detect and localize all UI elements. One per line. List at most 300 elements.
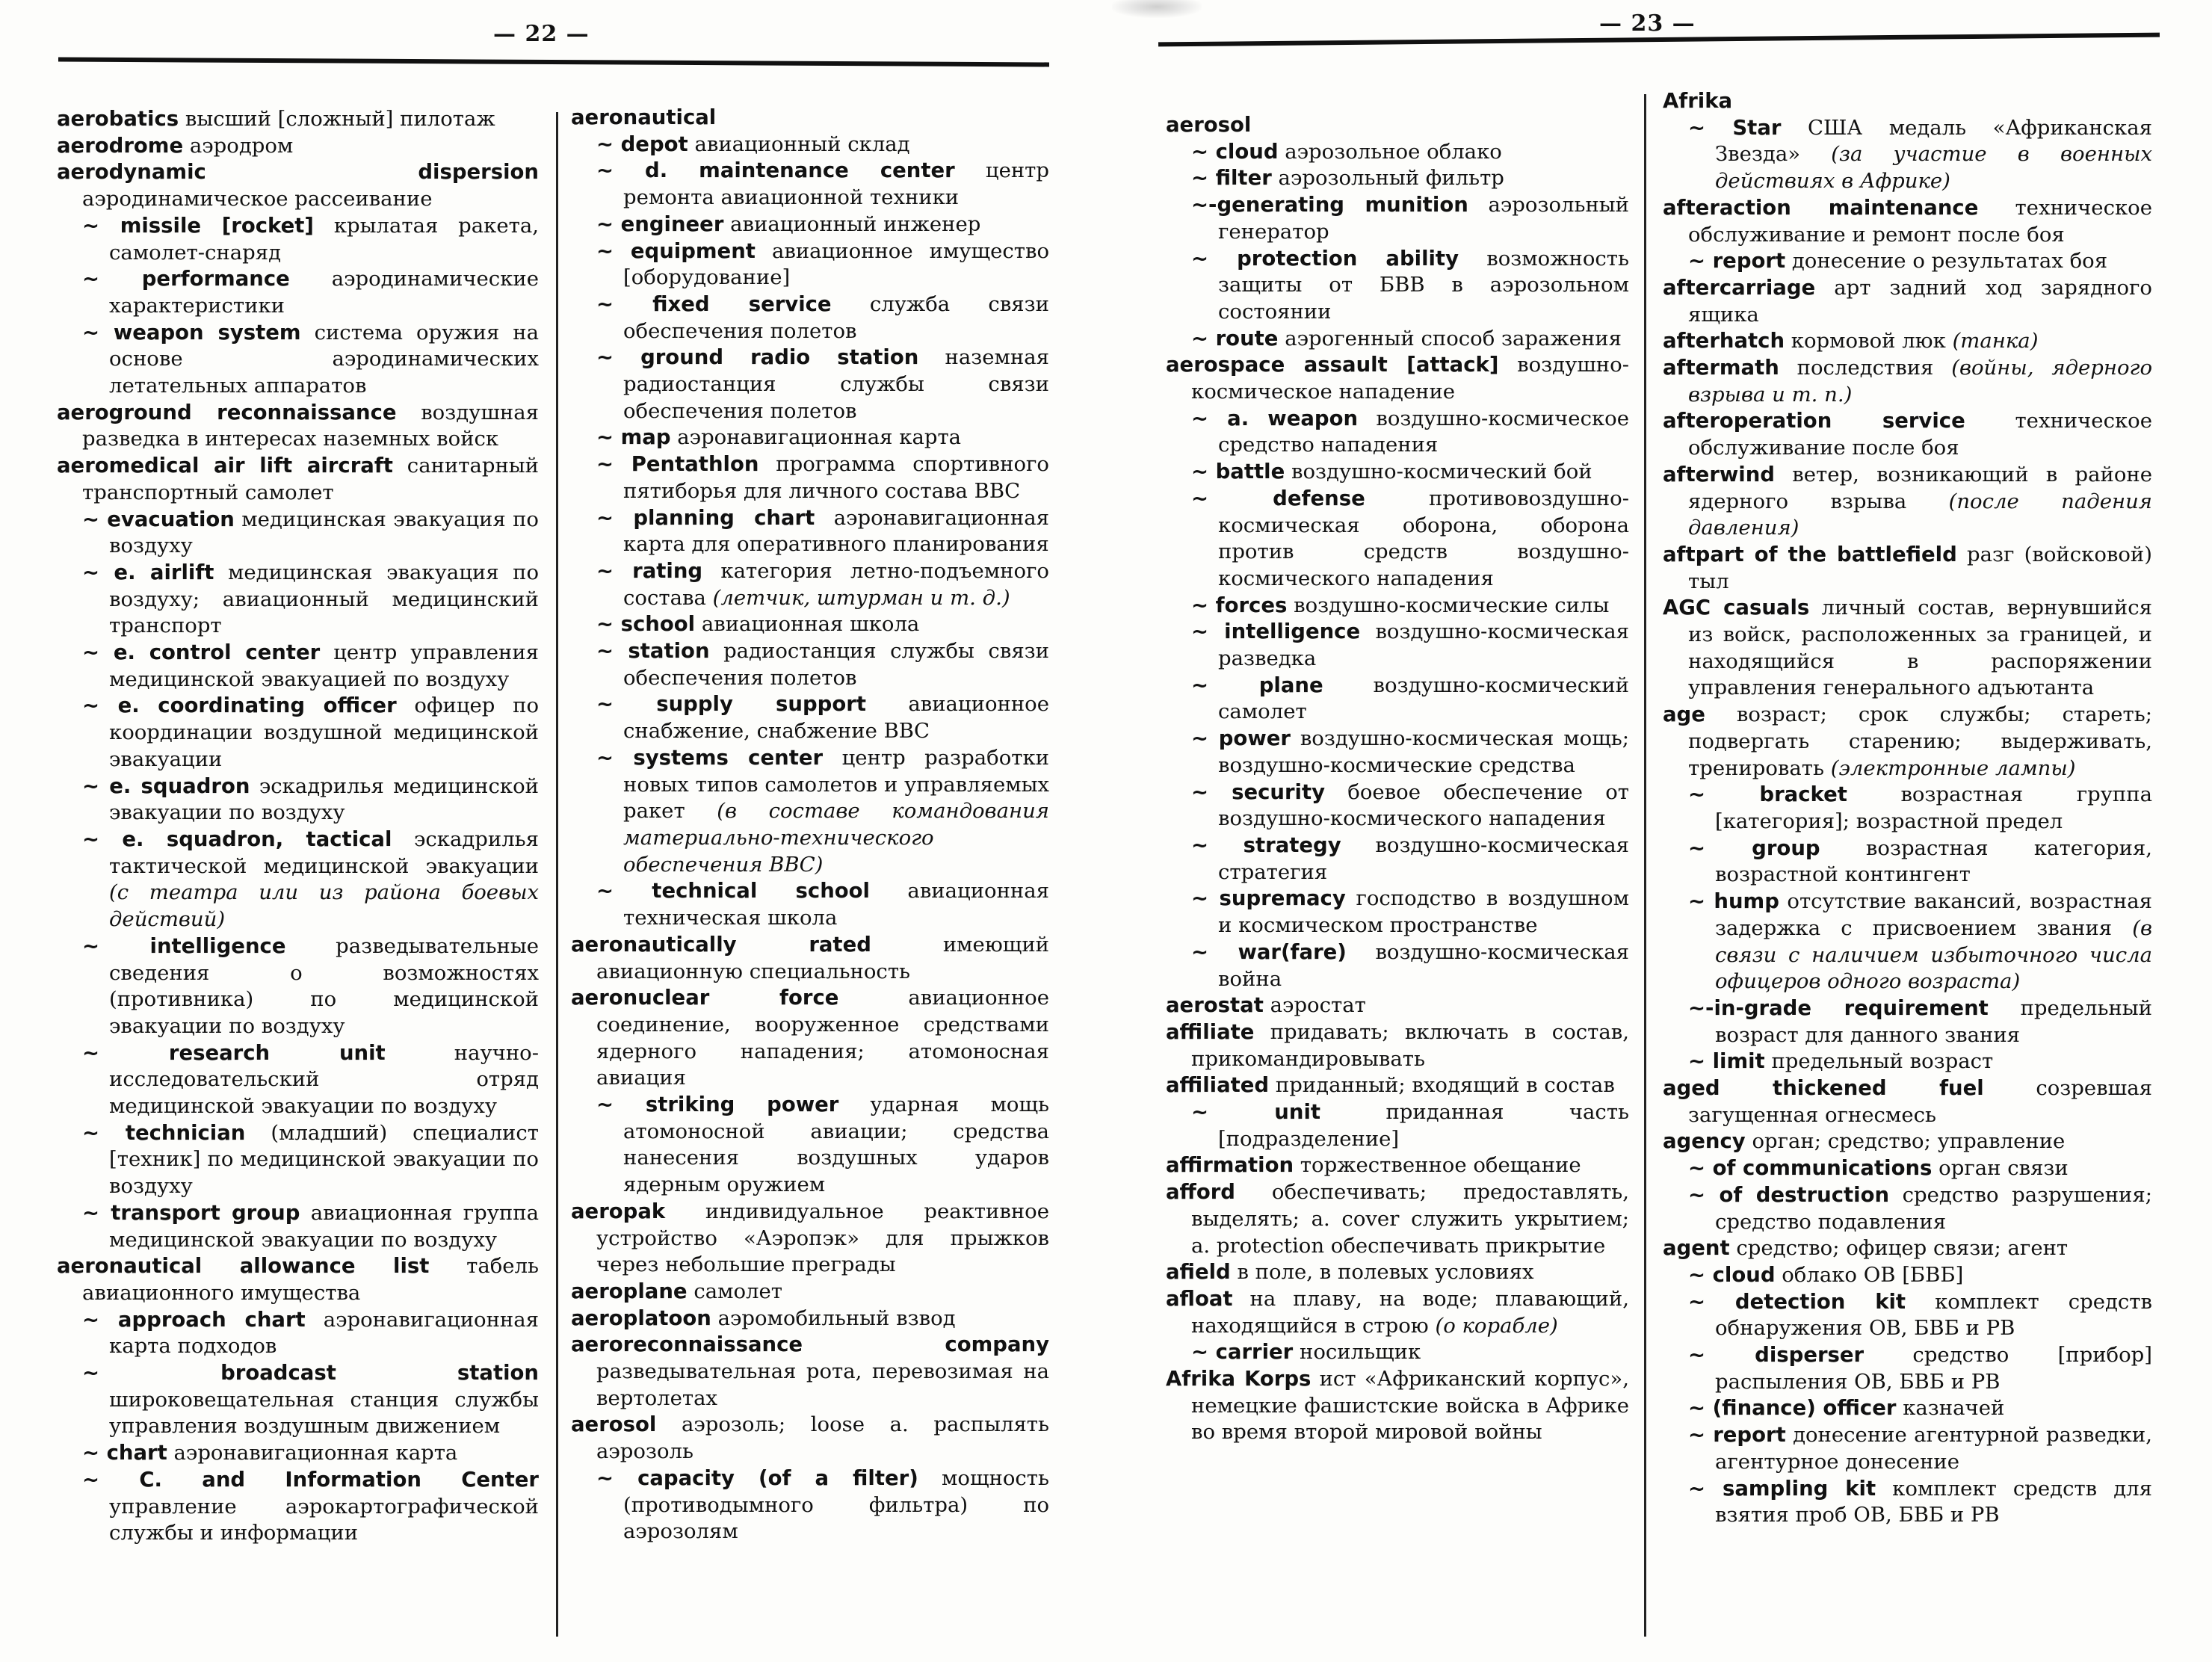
entry-translation: возрастная категория, возрастной контингент [1715,835,2152,887]
dictionary-entry [1663,542,2152,595]
entry-headword: ~ supremacy [1191,886,1346,911]
sub-entry [571,238,1049,291]
entry-translation: придавать; включать в состав, прикомандировывать [1191,1019,1629,1071]
dictionary-entry [1166,1152,1629,1179]
entry-headword: ~ (finance) officer [1688,1396,1897,1421]
entry-translation: техническое обслуживание и ремонт после боя [1688,195,2152,247]
sub-entry [1166,486,1629,593]
entry-headword: aftercarriage [1663,275,1816,300]
entry-translation: воздушно-космическая стратегия [1218,832,1629,884]
entry-headword: ~ war(fare) [1191,939,1347,964]
entry-headword: ~ sampling kit [1688,1476,1876,1501]
entry-translation: (младший) специалист [техник] по медицинской эвакуации по воздуху [109,1120,539,1199]
entry-headword: ~ e. coordinating officer [82,693,397,718]
header-rule [58,58,1049,67]
sub-entry [57,1467,539,1547]
entry-headword: ~ group [1688,835,1820,860]
entry-headword: ~ approach chart [82,1307,306,1332]
sub-entry [1166,165,1629,192]
dictionary-entry [57,106,539,133]
entry-headword: ~ battle [1191,460,1285,484]
entry-comment: (с театра или из района боевых действий) [109,880,539,932]
dictionary-entry [1663,1075,2152,1128]
entry-translation: имеющий авиационную специальность [596,932,1049,983]
sub-entry [1663,1048,2152,1075]
dictionary-entry [57,159,539,212]
entry-headword: ~ a. weapon [1191,406,1359,430]
dictionary-entry [1166,1286,1629,1339]
sub-entry [571,638,1049,691]
entry-translation: высший [сложный] пилотаж [185,107,495,131]
entry-headword: ~ e. squadron, tactical [82,827,392,851]
entry-translation: центр ремонта авиационной техники [623,158,1049,210]
entry-headword: Afrika Korps [1166,1367,1312,1391]
entry-headword: Afrika [1663,89,1733,113]
entry-translation: США медаль «Африканская Звезда» [1715,115,2152,167]
entry-headword: ~ cloud [1191,139,1279,164]
entry-translation: разведывательные сведения о возможностях (противника) по медицинской эвакуации по воздуху [109,933,539,1038]
sub-entry [1166,1339,1629,1366]
entry-headword: ~ bracket [1688,782,1847,807]
entry-translation: аэронавигационная карта подходов [109,1307,539,1359]
entry-translation: аэрозоль; loose a. распылять аэрозоль [596,1412,1049,1464]
sub-entry [1166,593,1629,620]
entry-comment: (летчик, штурман и т. д.) [712,585,1010,610]
entry-translation: орган связи [1938,1156,2069,1181]
entry-translation: кормовой люк [1791,329,1946,353]
right-page [1106,0,2212,1662]
dictionary-entry [57,400,539,453]
sub-entry [1166,779,1629,832]
entry-headword: aerosol [1166,113,1252,137]
dictionary-entry [1663,195,2152,248]
sub-entry [1663,1289,2152,1342]
sub-entry [57,640,539,693]
left-page [0,0,1099,1662]
entry-headword: aeromedical air lift aircraft [57,454,393,478]
entry-headword: afford [1166,1180,1235,1205]
entry-translation: ветер, возникающий в районе ядерного взрыва [1688,462,2152,513]
entry-headword: ~ rating [596,558,703,583]
entry-headword: ~ transport group [82,1200,300,1225]
entry-headword: ~ plane [1191,673,1323,697]
column-divider [1644,94,1646,1637]
entry-translation: средство [прибор] распыления ОВ, БВБ и РВ [1715,1343,2153,1394]
entry-translation: обеспечивать; предоставлять, выделять; a. cover служить укрытием; a. protection обеспечивать прикрытие [1191,1180,1629,1258]
entry-headword: AGC casuals [1663,596,1810,620]
entry-comment: (войны, ядерного взрыва и т. п.) [1688,356,2152,407]
entry-translation: офицер по координации воздушной медицинской эвакуации [109,693,539,771]
entry-headword: ~ intelligence [1191,620,1361,644]
sub-entry [57,1120,539,1200]
entry-headword: aerodrome [57,133,184,158]
entry-headword: agency [1663,1129,1746,1154]
entry-headword: afield [1166,1260,1231,1285]
sub-entry [57,213,539,266]
sub-entry [57,1307,539,1360]
entry-headword: ~ cloud [1688,1262,1776,1287]
sub-entry [1663,995,2152,1048]
entry-headword: aeropak [571,1199,666,1223]
entry-headword: ~ Pentathlon [596,452,759,477]
entry-translation: личный состав, вернувшийся из войск, расположенных за границей, и находящийся в распоряжении управления генерального адъютанта [1688,596,2152,700]
sub-entry [57,827,539,933]
entry-headword: afloat [1166,1286,1233,1311]
entry-headword: ~ technical school [596,879,870,903]
entry-headword: aeroplane [571,1279,688,1303]
entry-translation: санитарный транспортный самолет [82,454,540,504]
entry-headword: ~ evacuation [82,507,235,531]
entry-headword: aeroreconnaissance company [571,1332,1049,1357]
entry-translation: воздушно-космическая разведка [1218,620,1629,671]
entry-translation: индивидуальное реактивное устройство «Аэропэк» для прыжков через небольшие преграды [596,1199,1049,1277]
entry-headword: ~ engineer [596,211,724,236]
entry-headword: ~ weapon system [82,320,301,345]
dictionary-entry [1663,1235,2152,1262]
sub-entry [1663,1262,2152,1289]
sub-entry [571,211,1049,238]
dictionary-entry [1166,1259,1629,1286]
dictionary-column [57,106,539,1547]
entry-headword: ~-generating munition [1191,193,1468,217]
sub-entry [1166,326,1629,353]
entry-headword: ~ limit [1688,1049,1765,1074]
entry-translation: управление аэрокартографической службы и информации [109,1494,539,1545]
entry-headword: ~ intelligence [82,933,286,958]
entry-translation: в поле, в полевых условиях [1237,1260,1534,1285]
sub-entry [1663,1422,2152,1475]
entry-translation: ист «Африканский корпус», немецкие фашистские войска в Африке во время второй мировой войны [1191,1367,1629,1445]
entry-headword: aftpart of the battlefield [1663,542,1957,566]
entry-translation: воздушно-космическая мощь; воздушно-космические средства [1218,726,1629,777]
entry-headword: ~ depot [596,132,688,156]
entry-translation: господство в воздушном и космическом пространстве [1218,886,1630,938]
sub-entry [1663,1476,2152,1529]
entry-headword: ~ hump [1688,889,1779,914]
sub-entry [571,158,1049,211]
sub-entry [1663,248,2152,275]
entry-headword: ~ security [1191,779,1326,804]
dictionary-entry [1663,355,2152,408]
sub-entry [1663,1155,2152,1182]
entry-translation: разведывательная рота, перевозимая на вертолетах [596,1359,1049,1410]
sub-entry [1166,192,1629,245]
entry-headword: ~ striking power [596,1093,839,1117]
entry-headword: ~ report [1688,1423,1786,1448]
sub-entry [571,424,1049,451]
entry-translation: возрастная группа [категория]; возрастной предел [1715,782,2152,833]
entry-headword: ~ unit [1191,1100,1321,1125]
entry-headword: ~ technician [82,1120,246,1145]
entry-headword: ~ C. and Information Center [82,1467,539,1492]
entry-headword: aerobatics [57,107,179,131]
entry-headword: aged thickened fuel [1663,1076,1984,1101]
entry-translation: медицинская эвакуация по воздуху; авиационный медицинский транспорт [109,560,540,638]
entry-translation: воздушная разведка в интересах наземных войск [82,400,539,451]
entry-translation: аэродинамические характеристики [109,267,539,318]
sub-entry [1166,139,1629,166]
entry-translation: научно-исследовательский отряд медицинской эвакуации по воздуху [109,1040,539,1119]
entry-translation: авиационное соединение, вооруженное средствами ядерного нападения; атомоносная авиация [596,986,1049,1090]
entry-headword: ~ missile [rocket] [82,213,314,238]
dictionary-entry [1663,1128,2152,1155]
entry-translation: эскадрилья медицинской эвакуации по воздуху [109,773,539,825]
dictionary-entry [571,985,1049,1092]
entry-headword: ~ power [1191,726,1291,751]
sub-entry [571,745,1049,879]
sub-entry [57,1360,539,1440]
sub-entry [1166,726,1629,779]
entry-comment: (о корабле) [1435,1313,1558,1338]
entry-headword: ~ report [1688,249,1786,274]
dictionary-entry [571,1332,1049,1412]
entry-headword: agent [1663,1236,1730,1261]
entry-headword: ~ chart [82,1441,167,1465]
sub-entry [1166,246,1629,326]
sub-entry [57,560,539,640]
entry-translation: служба связи обеспечения полетов [623,291,1049,343]
entry-headword: ~ Star [1688,115,1782,140]
entry-headword: ~ of communications [1688,1156,1933,1181]
sub-entry [571,451,1049,504]
entry-translation: система оружия на основе аэродинамических летательных аппаратов [109,320,540,398]
entry-comment: (электронные лампы) [1830,756,2076,780]
dictionary-entry [1166,1179,1629,1259]
entry-headword: ~ e. squadron [82,773,250,798]
sub-entry [1663,115,2152,195]
entry-translation: комплект средств обнаружения ОВ, БВБ и РВ [1715,1289,2152,1341]
dictionary-entry [571,1412,1049,1465]
entry-translation: облако ОВ [БВБ] [1782,1262,1964,1287]
entry-comment: (за участие в военных действиях в Африке) [1715,142,2152,194]
entry-translation: наземная радиостанция службы связи обеспечения полетов [623,345,1050,423]
entry-translation: на плаву, на воде; плавающий, находящийся в строю [1191,1286,1629,1338]
entry-headword: ~ defense [1191,486,1365,510]
entry-headword: ~ supply support [596,692,866,717]
entry-translation: аэродром [189,133,294,158]
entry-translation: авиационная техническая школа [623,879,1049,930]
entry-headword: aeroground reconnaissance [57,400,397,424]
entry-headword: ~ broadcast station [82,1361,539,1385]
entry-translation: воздушно-космические силы [1294,593,1610,617]
sub-entry [1166,619,1629,672]
dictionary-entry [1663,328,2152,355]
dictionary-column [1166,112,1629,1446]
entry-headword: ~ school [596,612,696,637]
sub-entry [571,691,1049,744]
entry-translation: авиационный склад [694,132,910,156]
entry-translation: авиационная группа медицинской эвакуации по воздуху [109,1200,539,1252]
sub-entry [1166,406,1629,459]
entry-headword: afteroperation service [1663,409,1965,433]
sub-entry [57,933,539,1040]
entry-translation: аэронавигационная карта [173,1441,458,1465]
entry-translation: казначей [1903,1396,2005,1421]
entry-translation: средство разрушения; средство подавления [1715,1182,2152,1234]
entry-headword: ~ route [1191,326,1279,350]
dictionary-entry [1663,408,2152,461]
sub-entry [1166,886,1629,939]
entry-translation: авиационная школа [701,612,920,637]
dictionary-entry [1166,992,1629,1019]
entry-translation: носильщик [1300,1340,1421,1365]
dictionary-entry [571,105,1049,132]
entry-headword: aeroplatoon [571,1306,711,1330]
sub-entry [1663,835,2152,889]
dictionary-entry [1166,1019,1629,1072]
entry-translation: аэростат [1270,993,1366,1018]
entry-headword: age [1663,702,1705,727]
sub-entry [1663,1395,2152,1422]
entry-translation: предельный возраст для данного звания [1715,995,2152,1047]
entry-translation: программа спортивного пятиборья для личного состава ВВС [623,452,1049,503]
entry-headword: aeronautical allowance list [57,1254,430,1279]
entry-translation: комплект средств для взятия проб ОВ, БВБ и РВ [1715,1476,2152,1527]
entry-headword: affiliated [1166,1073,1270,1098]
entry-translation: аэронавигационная карта для оперативного планирования [623,505,1049,557]
entry-headword: affirmation [1166,1153,1294,1178]
sub-entry [1166,939,1629,992]
entry-translation: последствия [1797,356,1934,380]
entry-translation: воздушно-космический самолет [1218,673,1629,724]
sub-entry [57,773,539,827]
sub-entry [571,132,1049,158]
entry-headword: ~ research unit [82,1040,386,1065]
entry-headword: ~ e. airlift [82,560,214,584]
entry-headword: aeronautical [571,105,717,129]
page-number: — 23 — [1599,10,1696,37]
entry-comment: (в связи с наличием избыточного числа офицеров одного возраста) [1715,915,2152,994]
entry-translation: предельный возраст [1771,1049,1994,1074]
entry-headword: ~ e. control center [82,640,321,665]
entry-translation: центр управления медицинской эвакуацией по воздуху [109,640,539,691]
entry-headword: ~ filter [1191,166,1272,191]
entry-translation: аэродинамическое рассеивание [82,187,433,211]
entry-headword: aftermath [1663,356,1779,380]
sub-entry [57,320,539,400]
sub-entry [1166,1099,1629,1152]
sub-entry [57,1200,539,1253]
entry-translation: отсутствие вакансий, возрастная задержка с присвоением звания [1715,889,2152,940]
entry-headword: ~ detection kit [1688,1289,1906,1314]
sub-entry [571,611,1049,638]
entry-headword: aerostat [1166,993,1264,1018]
entry-comment: (в составе командования материально-технического обеспечения ВВС) [623,799,1049,877]
entry-headword: ~-in-grade requirement [1688,995,1989,1020]
sub-entry [1663,1342,2152,1395]
entry-translation: донесение агентурной разведки, агентурное донесение [1715,1423,2152,1474]
entry-translation: противовоздушно-космическая оборона, оборона против средств воздушно-космического нападения [1218,486,1629,590]
entry-translation: авиационное имущество [оборудование] [623,238,1050,290]
entry-translation: орган; средство; управление [1752,1129,2066,1154]
entry-headword: ~ d. maintenance center [596,158,955,183]
entry-headword: ~ carrier [1191,1340,1294,1365]
entry-translation: радиостанция службы связи обеспечения полетов [623,639,1049,690]
sub-entry [1663,889,2152,995]
entry-headword: ~ systems center [596,745,824,770]
dictionary-entry [571,1306,1049,1332]
entry-translation: ударная мощь атомоносной авиации; средства нанесения воздушных ударов ядерным оружием [623,1093,1049,1197]
entry-translation: арт задний ход зарядного ящика [1688,275,2152,327]
sub-entry [1663,1182,2152,1235]
entry-headword: ~ map [596,425,671,450]
dictionary-entry [571,932,1049,985]
sub-entry [1663,782,2152,835]
sub-entry [571,558,1049,611]
entry-headword: ~ protection ability [1191,246,1459,271]
dictionary-entry [1663,702,2152,782]
entry-headword: aerodynamic dispersion [57,160,539,185]
entry-headword: afteraction maintenance [1663,195,1979,220]
entry-headword: aerosol [571,1412,657,1437]
sub-entry [57,693,539,773]
entry-translation: возраст; срок службы; стареть; подвергать старению; выдерживать, тренировать [1688,702,2152,780]
entry-translation: аэронавигационная карта [677,425,962,450]
dictionary-entry [1166,352,1629,405]
entry-translation: средство; офицер связи; агент [1736,1236,2069,1261]
sub-entry [1166,673,1629,726]
entry-translation: созревшая загущенная огнесмесь [1688,1076,2152,1127]
entry-translation: аэромобильный взвод [717,1306,956,1330]
entry-translation: приданный; входящий в состав [1275,1073,1615,1098]
entry-headword: ~ disperser [1688,1343,1865,1368]
entry-headword: ~ strategy [1191,832,1341,857]
dictionary-entry [1663,88,2152,115]
sub-entry [571,1465,1049,1545]
entry-headword: ~ of destruction [1688,1182,1890,1207]
dictionary-entry [571,1279,1049,1306]
entry-translation: аэрогенный способ заражения [1285,326,1622,350]
entry-comment: (танка) [1952,329,2039,353]
entry-translation: приданная часть [подразделение] [1218,1100,1629,1151]
entry-translation: аэрозольный генератор [1218,193,1629,244]
dictionary-entry [1166,1072,1629,1099]
entry-translation: широковещательная станция службы управления воздушным движением [109,1387,539,1439]
entry-translation: донесение о результатах боя [1791,249,2108,274]
dictionary-column [571,105,1049,1545]
dictionary-entry [1166,112,1629,139]
entry-headword: ~ fixed service [596,291,832,316]
entry-headword: ~ capacity (of a filter) [596,1465,918,1490]
entry-translation: крылатая ракета, самолет-снаряд [109,213,539,265]
sub-entry [1166,459,1629,486]
column-divider [556,112,558,1637]
dictionary-entry [57,453,539,506]
entry-translation: аэрозольный фильтр [1278,166,1504,191]
dictionary-entry [57,133,539,160]
sub-entry [571,505,1049,558]
dictionary-entry [1663,275,2152,328]
entry-translation: категория летно-подъемного состава [623,558,1049,610]
entry-headword: affiliate [1166,1019,1255,1044]
entry-headword: aerospace assault [attack] [1166,353,1499,377]
entry-translation: боевое обеспечение от воздушно-космического нападения [1218,779,1629,831]
sub-entry [571,1092,1049,1199]
entry-headword: aeronuclear force [571,986,839,1010]
sub-entry [571,345,1049,424]
entry-headword: afterhatch [1663,329,1785,353]
entry-translation: воздушно-космическое средство нападения [1218,406,1629,457]
entry-translation: воздушно-космический бой [1291,460,1592,484]
entry-translation: воздушно-космическая война [1218,939,1629,991]
entry-translation: центр разработки новых типов самолетов и управляемых ракет [623,745,1049,824]
entry-headword: ~ station [596,639,710,664]
sub-entry [571,291,1049,345]
entry-headword: ~ planning chart [596,505,815,530]
sub-entry [57,1040,539,1120]
sub-entry [571,878,1049,931]
entry-translation: медицинская эвакуация по воздуху [109,507,539,558]
